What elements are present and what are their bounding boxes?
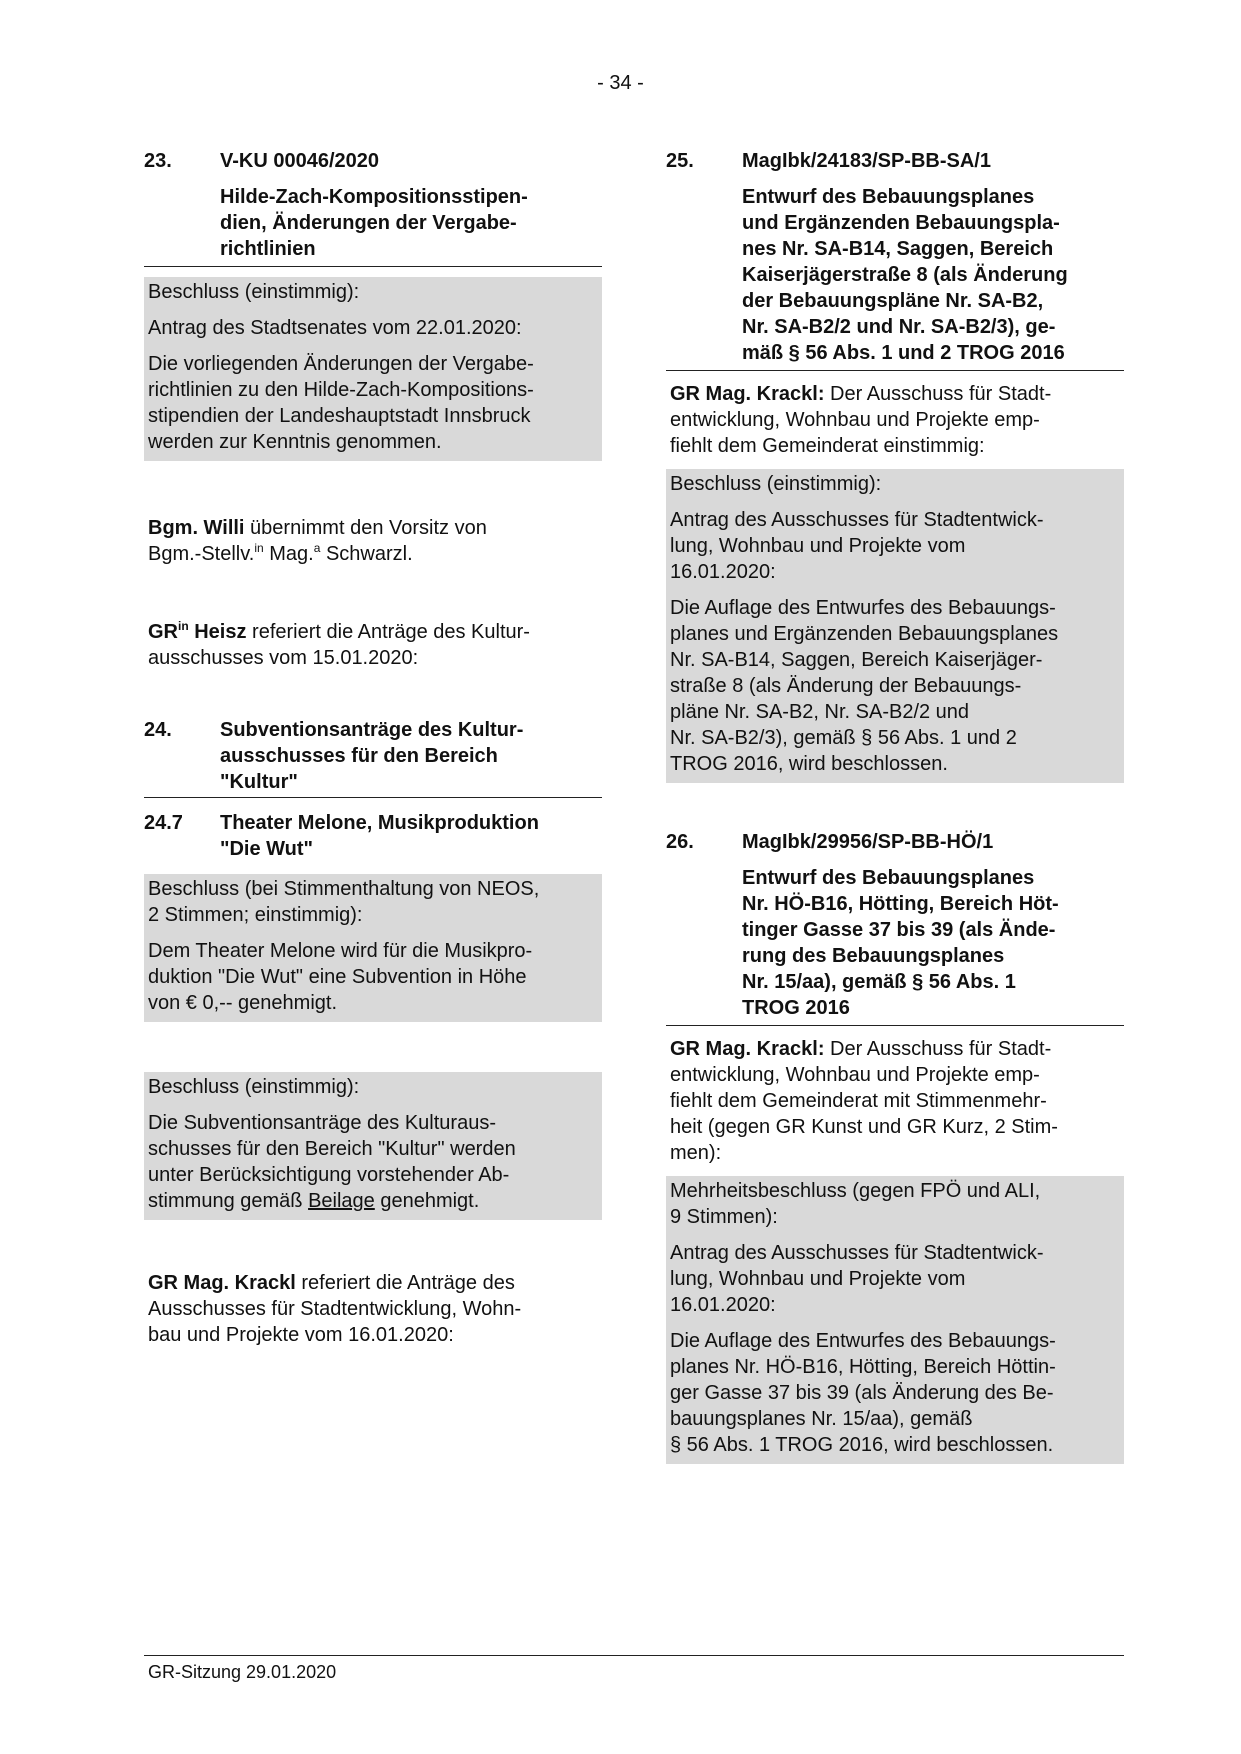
agenda-item-24-7 [144,810,602,1022]
decision-box [666,1176,1124,1464]
motion-label: Antrag des Ausschusses für Stadtentwick- lung, Wohnbau und Projekte vom 16.01.2020: [670,509,1044,583]
decision-text: Die Auflage des Entwurfes des Bebauungs- planes Nr. HÖ-B16, Hötting, Bereich Höttin- ger Gasse 37 bis 39 (als Änderung des Be- bauungsplanes Nr. 15/aa), gemäß § 56 Abs. 1 TROG 2016, wird beschlossen. [670,1330,1056,1456]
item-code: V-KU 00046/2020 [220,150,380,172]
item-title: Entwurf des Bebauungsplanes Nr. HÖ-B16, Hötting, Bereich Höt- tinger Gasse 37 bis 39 (als Ände- rung des Bebauungsplanes Nr. 15/aa), gemäß § 56 Abs. 1 TROG 2016 [742,867,1059,1019]
item-title: Subventionsanträge des Kultur- ausschusses für den Bereich "Kultur" [220,719,524,793]
decision-box [666,469,1124,783]
item-title: Theater Melone, Musikproduktion "Die Wut" [220,812,539,860]
item-code: MagIbk/29956/SP-BB-HÖ/1 [742,831,994,853]
decision-label: Beschluss (einstimmig): [670,473,882,495]
divider [144,797,602,798]
item-number: 24.7 [144,812,183,834]
decision-box [144,277,602,461]
chair-note: Bgm. Willi übernimmt den Vorsitz von Bgm.-Stellv.$^{in}$ Mag.$^a$ Schwarzl. [148,517,487,565]
right-column [666,148,1124,1464]
item-number: 23. [144,150,172,172]
decision-text: Dem Theater Melone wird für die Musikpro- duktion "Die Wut" eine Subvention in Höhe von € 0,-- genehmigt. [148,940,533,1014]
divider [666,1025,1124,1026]
item-title: Entwurf des Bebauungsplanes und Ergänzenden Bebauungspla- nes Nr. SA-B14, Saggen, Bereich Kaiserjägerstraße 8 (als Änderung der Bebauungspläne Nr. SA-B2, Nr. SA-B2/2 und Nr. SA-B2/3), ge- mäß § 56 Abs. 1 und 2 TROG 2016 [742,186,1068,364]
decision-text: Die Auflage des Entwurfes des Bebauungs- planes und Ergänzenden Bebauungsplanes Nr. SA-B14, Saggen, Bereich Kaiserjäger- straße 8 (als Änderung der Bebauungs- pläne Nr. SA-B2, Nr. SA-B2/2 und Nr. SA-B2/3), gemäß § 56 Abs. 1 und 2 TROG 2016, wird beschlossen. [670,597,1059,775]
agenda-item-23 [144,148,602,461]
item-number: 25. [666,150,694,172]
decision-box [144,874,602,1022]
decision-label: Mehrheitsbeschluss (gegen FPÖ und ALI, 9 Stimmen): [670,1180,1041,1228]
decision-label: Beschluss (bei Stimmenthaltung von NEOS, 2 Stimmen; einstimmig): [148,878,540,926]
agenda-item-26 [666,829,1124,1464]
recommendation: GR Mag. Krackl: Der Ausschuss für Stadt- entwicklung, Wohnbau und Projekte emp- fiehlt dem Gemeinderat mit Stimmenmehr- heit (gegen GR Kunst und GR Kurz, 2 Stim- men): [670,1038,1058,1164]
divider [666,370,1124,371]
item-number: 26. [666,831,694,853]
item-number: 24. [144,719,172,741]
motion-label: Antrag des Stadtsenates vom 22.01.2020: [148,317,522,339]
decision-text: Die Subventionsanträge des Kulturaus- schusses für den Bereich "Kultur" werden unter Berücksichtigung vorstehender Ab- stimmung gemäß Beilage genehmigt. [148,1112,516,1212]
decision-label: Beschluss (einstimmig): [148,1076,360,1098]
item-code: MagIbk/24183/SP-BB-SA/1 [742,150,991,172]
summary-decision-box [144,1072,602,1220]
recommendation: GR Mag. Krackl: Der Ausschuss für Stadt- entwicklung, Wohnbau und Projekte emp- fiehlt dem Gemeinderat einstimmig: [670,383,1052,457]
agenda-item-25 [666,148,1124,783]
footer-text: GR-Sitzung 29.01.2020 [148,1662,337,1682]
divider [144,266,602,267]
beilage-link[interactable]: Beilage [308,1190,375,1212]
agenda-item-24 [144,717,602,798]
speaker-note: $GR^{in}$ Heisz referiert die Anträge des Kultur- ausschusses vom 15.01.2020: [148,619,530,669]
page-number: - 34 - [597,72,644,94]
motion-label: Antrag des Ausschusses für Stadtentwick- lung, Wohnbau und Projekte vom 16.01.2020: [670,1242,1044,1316]
decision-label: Beschluss (einstimmig): [148,281,360,303]
footer-divider [144,1655,1124,1656]
left-column [144,148,602,1348]
decision-text: Die vorliegenden Änderungen der Vergabe- richtlinien zu den Hilde-Zach-Kompositions- stipendien der Landeshauptstadt Innsbruck werden zur Kenntnis genommen. [148,353,534,453]
speaker-note: GR Mag. Krackl referiert die Anträge des Ausschusses für Stadtentwicklung, Wohn- bau und Projekte vom 16.01.2020: [148,1272,522,1346]
item-title: Hilde-Zach-Kompositionsstipen- dien, Änderungen der Vergabe- richtlinien [220,186,528,260]
